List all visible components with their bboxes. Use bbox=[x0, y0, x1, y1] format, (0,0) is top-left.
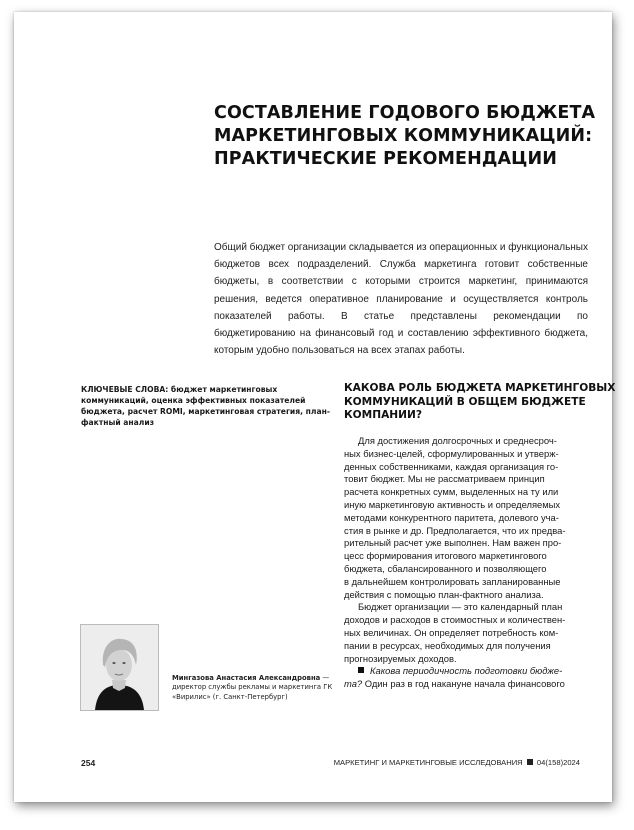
journal-footer bbox=[334, 758, 580, 767]
keywords bbox=[81, 384, 331, 428]
body-line: действия с помощью план-фактного анализа. bbox=[344, 588, 544, 600]
question-italic: та? bbox=[344, 678, 363, 690]
body-line: методами конкурентного паритета, долевого уча- bbox=[344, 511, 559, 523]
body-line: ных бизнес-целей, сформулированных и утверж- bbox=[344, 447, 559, 459]
author-photo bbox=[80, 624, 159, 711]
title-line: МАРКЕТИНГОВЫХ КОММУНИКАЦИЙ: bbox=[214, 126, 593, 146]
square-bullet-icon bbox=[358, 667, 364, 673]
body-line: доходов и расходов в стоимостных и количествен- bbox=[344, 614, 566, 626]
body-line: денных собственниками, каждая организация го- bbox=[344, 460, 559, 472]
keywords-text: бюджет маркетинговых коммуникаций, оценка эффективных показателей бюджета, расчет ROMI, маркетинговая стратегия, план-фактный анализ bbox=[81, 385, 330, 427]
author-portrait-icon bbox=[81, 625, 158, 710]
body-line: ных величинах. Он определяет потребность ком- bbox=[344, 626, 559, 638]
body-line: иную маркетинговую активность и определяемых bbox=[344, 498, 561, 510]
article-body bbox=[344, 435, 580, 691]
body-line: расчета конкретных сумм, выделенных на ту или bbox=[344, 486, 559, 498]
body-line: Бюджет организации — это календарный план bbox=[358, 601, 563, 613]
article-lead: Общий бюджет организации складывается из операционных и функциональных бюджетов всех подразделений. Служба маркетинга готовит собственные бюджеты, в соответствии с которыми строится маркетинг, принимаются решения, ведется оперативное планирование и осуществляется контроль показателей работы. В статье представлены рекомендации по бюджетированию на финансовый год и составлению эффективного бюджета, которым удобно пользоваться на всех этапах работы. bbox=[214, 242, 588, 357]
author-caption bbox=[172, 674, 337, 702]
body-line: Для достижения долгосрочных и среднесроч- bbox=[358, 435, 557, 446]
body-line: товит бюджет. Мы не рассматриваем принцип bbox=[344, 473, 545, 485]
journal-name: МАРКЕТИНГ И МАРКЕТИНГОВЫЕ ИССЛЕДОВАНИЯ bbox=[333, 758, 523, 767]
section-heading bbox=[344, 382, 616, 423]
heading-line: КОМПАНИИ? bbox=[344, 409, 423, 421]
author-name: Мингазова Анастасия Александровна bbox=[172, 674, 321, 682]
body-line: пании в ресурсах, необходимых для получения bbox=[344, 639, 551, 651]
body-line: бюджета, сбалансированного и позволяющего bbox=[344, 562, 547, 574]
question-italic: Какова периодичность подготовки бюдже- bbox=[370, 665, 563, 677]
author-role: — директор службы рекламы и маркетинга ГК «Вирилис» (г. Санкт-Петербург) bbox=[172, 674, 333, 701]
title-line: СОСТАВЛЕНИЕ ГОДОВОГО БЮДЖЕТА bbox=[214, 103, 596, 123]
heading-line: КАКОВА РОЛЬ БЮДЖЕТА МАРКЕТИНГОВЫХ bbox=[344, 382, 616, 394]
body-line: рительный расчет уже выполнен. Нам важен про- bbox=[344, 537, 562, 549]
article-title bbox=[214, 102, 594, 171]
journal-page bbox=[14, 12, 616, 802]
square-separator-icon bbox=[527, 759, 533, 765]
page-number: 254 bbox=[81, 758, 96, 768]
body-line: в дальнейшем контролировать запланированные bbox=[344, 575, 561, 587]
journal-issue: 04(158)2024 bbox=[536, 758, 580, 767]
heading-line: КОММУНИКАЦИЙ В ОБЩЕМ БЮДЖЕТЕ bbox=[344, 395, 586, 408]
question-answer: Один раз в год накануне начала финансового bbox=[362, 678, 565, 690]
body-line: прогнозируемых доходов. bbox=[344, 652, 457, 664]
question-line bbox=[344, 678, 580, 691]
body-line: цесс формирования итогового маркетингового bbox=[344, 550, 547, 562]
question-line bbox=[344, 665, 580, 678]
keywords-label: КЛЮЧЕВЫЕ СЛОВА: bbox=[81, 385, 169, 394]
body-line: стия в рынке и др. Предполагается, что их предва- bbox=[344, 524, 566, 536]
title-line: ПРАКТИЧЕСКИЕ РЕКОМЕНДАЦИИ bbox=[214, 149, 557, 169]
